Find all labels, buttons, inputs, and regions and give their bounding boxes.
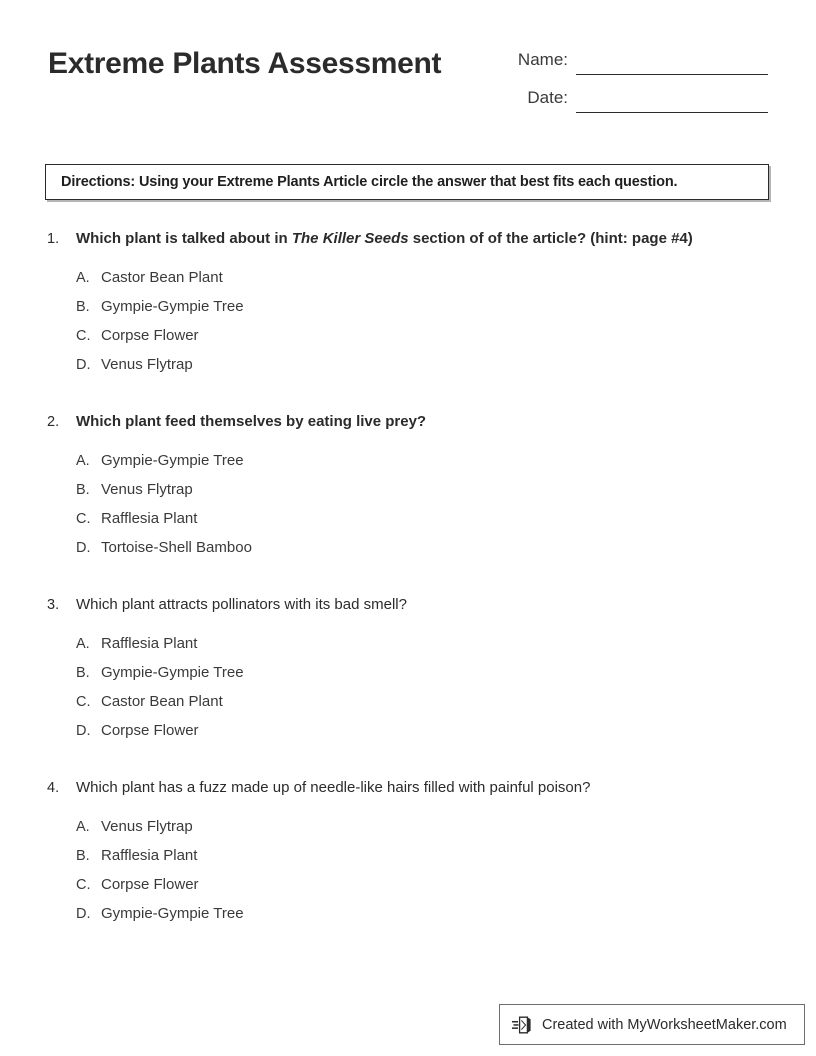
- question-line: [0, 228, 816, 250]
- question-text-before: Which plant has a fuzz made up of needle-like hairs filled with painful poison?: [76, 779, 591, 796]
- answer-option[interactable]: [0, 633, 816, 662]
- question-text-before: Which plant feed themselves by eating live prey?: [76, 413, 427, 430]
- date-input-line[interactable]: [576, 112, 768, 113]
- question-number: 4.: [47, 780, 60, 796]
- question-text: [76, 779, 590, 796]
- option-letter: C.: [76, 877, 91, 893]
- option-letter: C.: [76, 511, 91, 527]
- date-field-row: [440, 88, 770, 118]
- answer-option[interactable]: [0, 508, 816, 537]
- option-label: Corpse Flower: [101, 722, 199, 739]
- question-text-before: Which plant attracts pollinators with its bad smell?: [76, 596, 407, 613]
- option-label: Venus Flytrap: [101, 356, 193, 373]
- option-letter: B.: [76, 299, 90, 315]
- question-line: [0, 411, 816, 433]
- answer-option[interactable]: [0, 816, 816, 845]
- directions-text: Directions: Using your Extreme Plants Article circle the answer that best fits each question.: [61, 174, 678, 190]
- answer-option[interactable]: [0, 354, 816, 383]
- answer-option[interactable]: [0, 845, 816, 874]
- option-letter: A.: [76, 453, 90, 469]
- option-label: Venus Flytrap: [101, 818, 193, 835]
- questions-list: [0, 228, 816, 960]
- question-line: [0, 777, 816, 799]
- option-letter: B.: [76, 848, 90, 864]
- answer-option[interactable]: [0, 537, 816, 566]
- question-number: 3.: [47, 597, 60, 613]
- answer-option[interactable]: [0, 874, 816, 903]
- option-label: Corpse Flower: [101, 327, 199, 344]
- option-label: Venus Flytrap: [101, 481, 193, 498]
- option-letter: A.: [76, 819, 90, 835]
- option-letter: D.: [76, 540, 91, 556]
- answer-option[interactable]: [0, 450, 816, 479]
- option-letter: B.: [76, 665, 90, 681]
- option-label: Rafflesia Plant: [101, 510, 198, 527]
- option-label: Gympie-Gympie Tree: [101, 452, 244, 469]
- answer-options: [0, 267, 816, 383]
- footer-attribution-badge[interactable]: [499, 1004, 805, 1045]
- option-letter: C.: [76, 328, 91, 344]
- answer-option[interactable]: [0, 296, 816, 325]
- option-letter: D.: [76, 723, 91, 739]
- date-label: Date:: [527, 88, 568, 107]
- question-block: [0, 594, 816, 749]
- option-letter: C.: [76, 694, 91, 710]
- question-text-before: Which plant is talked about in: [76, 230, 292, 247]
- option-label: Corpse Flower: [101, 876, 199, 893]
- question-number: 2.: [47, 414, 60, 430]
- question-block: [0, 228, 816, 383]
- question-text: [76, 230, 693, 247]
- answer-option[interactable]: [0, 325, 816, 354]
- answer-option[interactable]: [0, 691, 816, 720]
- footer-attribution-text: Created with MyWorksheetMaker.com: [542, 1016, 787, 1033]
- option-label: Rafflesia Plant: [101, 635, 198, 652]
- option-letter: D.: [76, 357, 91, 373]
- directions-box: [45, 164, 769, 200]
- answer-option[interactable]: [0, 662, 816, 691]
- option-label: Gympie-Gympie Tree: [101, 298, 244, 315]
- option-letter: D.: [76, 906, 91, 922]
- answer-options: [0, 450, 816, 566]
- worksheet-maker-logo-icon: [511, 1013, 535, 1037]
- answer-option[interactable]: [0, 720, 816, 749]
- question-text: [76, 413, 426, 430]
- question-block: [0, 777, 816, 932]
- question-line: [0, 594, 816, 616]
- question-emphasis: The Killer Seeds: [291, 230, 409, 247]
- name-field-row: [440, 50, 770, 80]
- question-block: [0, 411, 816, 566]
- option-letter: A.: [76, 270, 90, 286]
- option-label: Gympie-Gympie Tree: [101, 664, 244, 681]
- option-label: Castor Bean Plant: [101, 693, 223, 710]
- page-title: Extreme Plants Assessment: [48, 47, 442, 80]
- question-number: 1.: [47, 231, 60, 247]
- option-letter: A.: [76, 636, 90, 652]
- option-label: Gympie-Gympie Tree: [101, 905, 244, 922]
- worksheet-header: [0, 0, 816, 140]
- name-input-line[interactable]: [576, 74, 768, 75]
- answer-option[interactable]: [0, 267, 816, 296]
- question-text: [76, 596, 407, 613]
- option-letter: B.: [76, 482, 90, 498]
- option-label: Rafflesia Plant: [101, 847, 198, 864]
- answer-options: [0, 633, 816, 749]
- answer-option[interactable]: [0, 903, 816, 932]
- option-label: Castor Bean Plant: [101, 269, 223, 286]
- answer-options: [0, 816, 816, 932]
- answer-option[interactable]: [0, 479, 816, 508]
- question-text-after: section of of the article? (hint: page #4): [408, 230, 693, 247]
- name-label: Name:: [517, 50, 568, 69]
- option-label: Tortoise-Shell Bamboo: [101, 539, 252, 556]
